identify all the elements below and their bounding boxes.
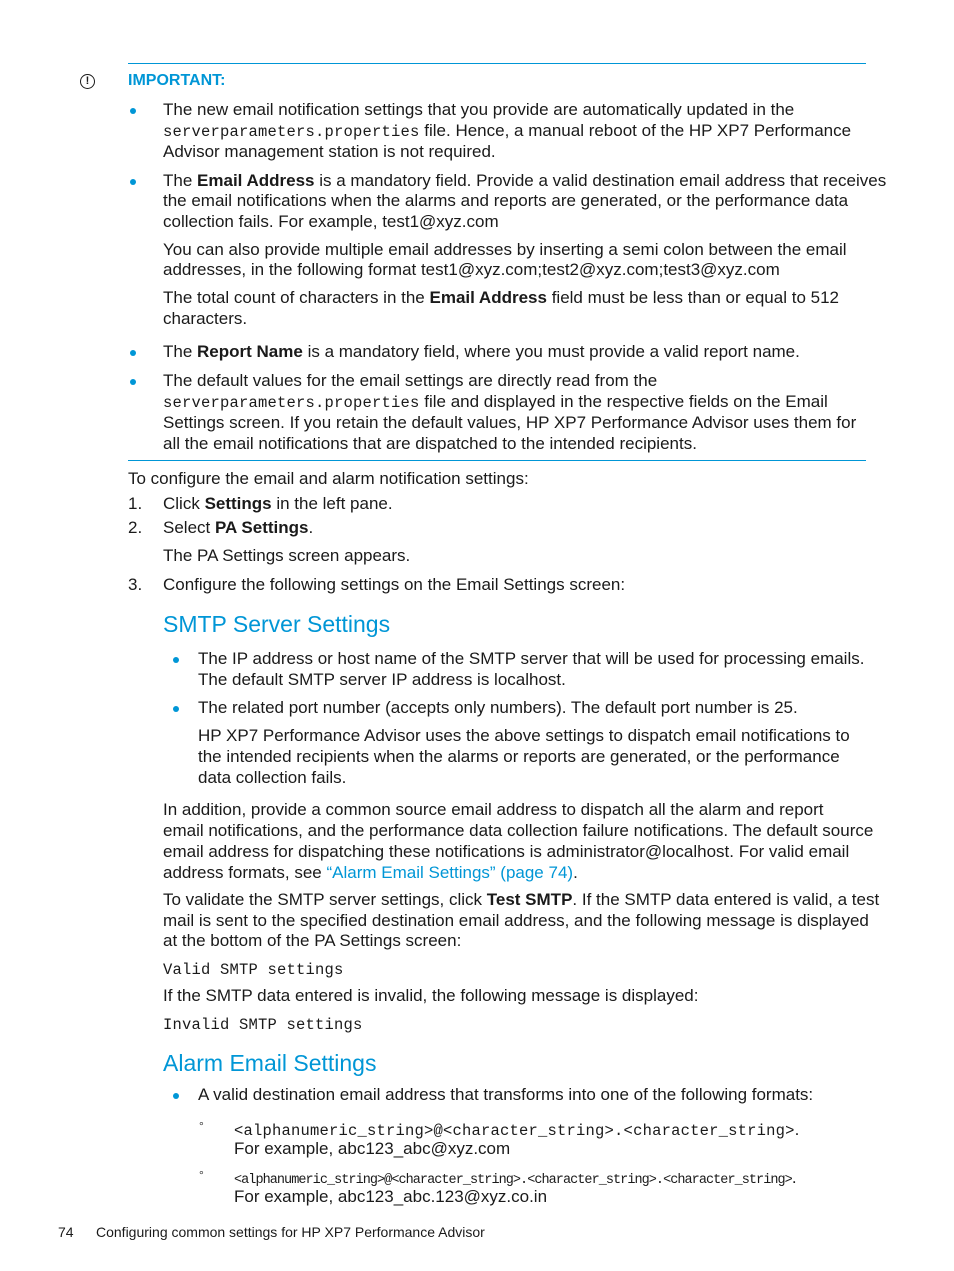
important-b4-l1: The default values for the email settings are directly read from the <box>163 371 658 390</box>
important-b2-l2: the email notifications when the alarms and reports are generated, or the performance data <box>163 191 849 210</box>
bullet-dot-icon <box>130 350 136 356</box>
important-b2-p3-l1: The total count of characters in the Email Address field must be less than or equal to 512 <box>163 288 839 307</box>
step-1-number: 1. <box>128 494 143 513</box>
bullet-dot-icon <box>173 657 179 663</box>
smtp-p1-l3: email address for dispatching these notifications is administrator@localhost. For valid email <box>163 842 850 861</box>
bullet-dot-icon <box>173 1093 179 1099</box>
code-serverparameters: serverparameters.properties <box>163 394 420 412</box>
bullet-dot-icon <box>130 179 136 185</box>
alarm-format-1: <alphanumeric_string>@<character_string>.<character_string>. <box>234 1120 800 1140</box>
important-b4-l3: Settings screen. If you retain the default values, HP XP7 Performance Advisor uses them for <box>163 413 857 432</box>
important-b2-l1: The Email Address is a mandatory field. Provide a valid destination email address that receives <box>163 171 887 190</box>
important-bottom-rule <box>128 460 866 461</box>
important-b3: The Report Name is a mandatory field, where you must provide a valid report name. <box>163 342 800 361</box>
important-b1-l3: Advisor management station is not required. <box>163 142 496 161</box>
smtp-b1-l1: The IP address or host name of the SMTP server that will be used for processing emails. <box>198 649 865 668</box>
page-number: 74 <box>58 1224 74 1240</box>
smtp-p1-l1: In addition, provide a common source email address to dispatch all the alarm and report <box>163 800 824 819</box>
smtp-p1-l4: address formats, see “Alarm Email Settings” (page 74). <box>163 863 578 882</box>
bullet-dot-icon <box>130 379 136 385</box>
important-b2-p2-l1: You can also provide multiple email addresses by inserting a semi colon between the email <box>163 240 847 259</box>
intro-text: To configure the email and alarm notification settings: <box>128 469 529 488</box>
valid-smtp-message: Valid SMTP settings <box>163 961 344 979</box>
important-b4-l2: serverparameters.properties file and displayed in the respective fields on the Email <box>163 392 828 412</box>
alarm-heading: Alarm Email Settings <box>163 1050 377 1076</box>
alarm-email-settings-link[interactable]: “Alarm Email Settings” (page 74) <box>326 863 574 882</box>
important-b2-l3: collection fails. For example, test1@xyz.com <box>163 212 499 231</box>
exclamation-circle-icon: ! <box>80 74 95 89</box>
smtp-p2-l2: mail is sent to the specified destination email address, and the following message is displayed <box>163 911 869 930</box>
important-b4-l4: all the email notifications that are dispatched to the intended recipients. <box>163 434 697 453</box>
step-3-number: 3. <box>128 575 143 594</box>
smtp-b1-l2: The default SMTP server IP address is localhost. <box>198 670 566 689</box>
smtp-b2-p-l2: the intended recipients when the alarms or reports are generated, or the performance <box>198 747 840 766</box>
important-b1-l2: serverparameters.properties file. Hence, a manual reboot of the HP XP7 Performance <box>163 121 852 141</box>
alarm-format-2: <alphanumeric_string>@<character_string>.<character_string>.<character_string>. <box>234 1168 797 1188</box>
important-b2-p3-l2: characters. <box>163 309 248 328</box>
smtp-p2-l3: at the bottom of the PA Settings screen: <box>163 931 462 950</box>
important-b2-p2-l2: addresses, in the following format test1@xyz.com;test2@xyz.com;test3@xyz.com <box>163 260 780 279</box>
step-2-text: Select PA Settings. <box>163 518 314 537</box>
invalid-smtp-message: Invalid SMTP settings <box>163 1016 363 1034</box>
code-serverparameters: serverparameters.properties <box>163 123 420 141</box>
step-2-note: The PA Settings screen appears. <box>163 546 411 565</box>
step-2-number: 2. <box>128 518 143 537</box>
smtp-invalid-intro: If the SMTP data entered is invalid, the following message is displayed: <box>163 986 699 1005</box>
alarm-format-1-example: For example, abc123_abc@xyz.com <box>234 1139 511 1158</box>
bullet-dot-icon <box>173 706 179 712</box>
smtp-p1-l2: email notifications, and the performance data collection failure notifications. The default source <box>163 821 874 840</box>
alarm-format-2-example: For example, abc123_abc.123@xyz.co.in <box>234 1187 548 1206</box>
important-top-rule <box>128 63 866 64</box>
important-b1-l1: The new email notification settings that you provide are automatically updated in the <box>163 100 795 119</box>
circle-sub-bullet-icon: ° <box>199 1168 204 1182</box>
footer-title: Configuring common settings for HP XP7 Performance Advisor <box>96 1224 485 1240</box>
alarm-b1: A valid destination email address that transforms into one of the following formats: <box>198 1085 814 1104</box>
smtp-b2-p-l3: data collection fails. <box>198 768 347 787</box>
important-label: IMPORTANT: <box>128 72 226 89</box>
bullet-dot-icon <box>130 108 136 114</box>
smtp-p2-l1: To validate the SMTP server settings, click Test SMTP. If the SMTP data entered is valid, a test <box>163 890 880 909</box>
circle-sub-bullet-icon: ° <box>199 1119 204 1133</box>
smtp-b2-l1: The related port number (accepts only numbers). The default port number is 25. <box>198 698 798 717</box>
smtp-heading: SMTP Server Settings <box>163 611 391 637</box>
smtp-b2-p-l1: HP XP7 Performance Advisor uses the above settings to dispatch email notifications to <box>198 726 850 745</box>
step-3-text: Configure the following settings on the Email Settings screen: <box>163 575 626 594</box>
step-1-text: Click Settings in the left pane. <box>163 494 393 513</box>
